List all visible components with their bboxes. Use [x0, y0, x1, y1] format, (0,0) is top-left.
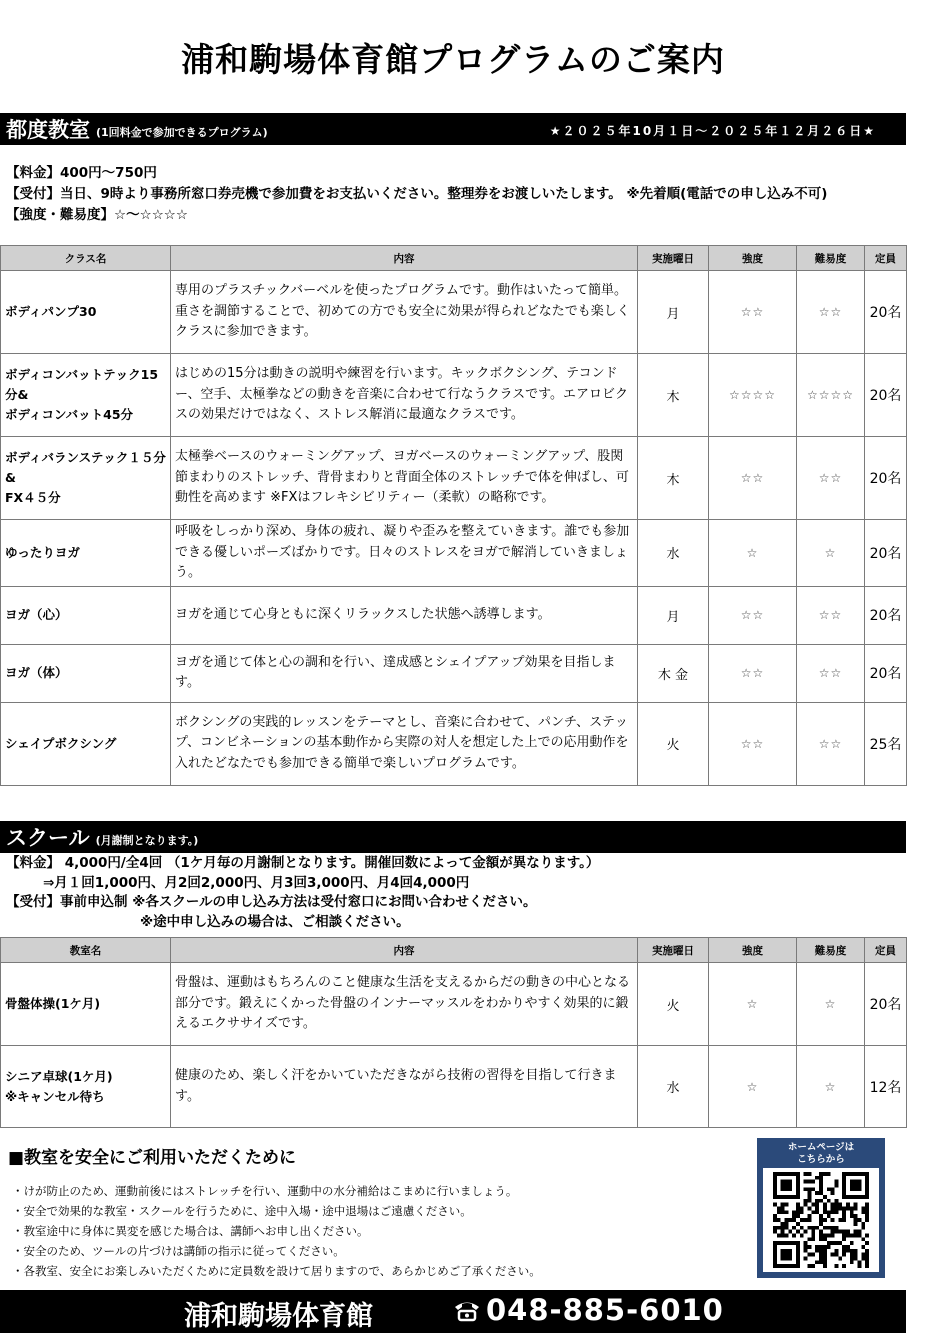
class-capacity: 20名 — [865, 520, 907, 587]
class-name-text: ボディコンバットテック15分& ボディコンバット45分 — [5, 367, 159, 422]
class-name: ボディパンプ30 — [1, 271, 171, 354]
class-capacity: 20名 — [865, 271, 907, 354]
col-class-name: 教室名 — [1, 938, 171, 963]
school-fee-detail: ⇒月１回1,000円、月2回2,000円、月3回3,000円、月4回4,000円 — [43, 874, 470, 891]
class-name-text: ボディバランステック１５分& FX４５分 — [5, 450, 166, 505]
col-day: 実施曜日 — [638, 246, 709, 271]
dropin-period: ★２０２５年10月１日～２０２５年１２月２６日★ — [549, 124, 876, 138]
class-name-text: シニア卓球(1ケ月) ※キャンセル待ち — [5, 1068, 113, 1104]
dropin-subheading: (1回料金で参加できるプログラム) — [96, 126, 268, 139]
class-difficulty: ☆☆ — [797, 586, 865, 644]
dropin-info — [6, 163, 827, 226]
class-day: 木 — [638, 437, 709, 520]
class-day: 水 — [638, 1046, 709, 1128]
dropin-section-bar — [0, 113, 906, 145]
homepage-qr-box[interactable] — [757, 1138, 885, 1278]
school-section-bar — [0, 821, 906, 853]
class-name: ヨガ（心） — [1, 586, 171, 644]
class-intensity: ☆☆ — [709, 271, 797, 354]
class-difficulty: ☆ — [797, 1046, 865, 1128]
class-desc: 呼吸をしっかり深め、身体の疲れ、凝りや歪みを整えていきます。誰でも参加できる優しいポーズばかりです。日々のストレスをヨガで解消していきましょう。 — [171, 520, 638, 587]
school-heading: スクール — [6, 826, 90, 850]
class-day: 月 — [638, 586, 709, 644]
class-intensity: ☆ — [709, 1046, 797, 1128]
class-difficulty: ☆ — [797, 520, 865, 587]
school-table — [0, 937, 907, 1128]
class-desc: ヨガを通じて心身ともに深くリラックスした状態へ誘導します。 — [171, 586, 638, 644]
class-day: 水 — [638, 520, 709, 587]
footer-phone-number: 048-885-6010 — [486, 1293, 724, 1327]
class-desc: はじめの15分は動きの説明や練習を行います。キックボクシング、テコンドー、空手、太極拳などの動きを音楽に合わせて行なうクラスです。エアロビクスの効果だけではなく、ストレス解消に最適なクラスです。 — [171, 354, 638, 437]
class-desc: 専用のプラスチックバーベルを使ったプログラムです。動作はいたって簡単。重さを調節することで、初めての方でも安全に効果が得られどなたでも楽しくクラスに参加できます。 — [171, 271, 638, 354]
class-difficulty: ☆ — [797, 963, 865, 1046]
class-capacity: 20名 — [865, 354, 907, 437]
safety-list — [12, 1181, 541, 1281]
qr-label — [759, 1140, 883, 1168]
school-info — [6, 854, 599, 932]
class-name: ヨガ（体） — [1, 644, 171, 702]
school-subheading: (月謝制となります。) — [95, 834, 199, 847]
school-reception: 【受付】事前申込制 ※各スクールの申し込み方法は受付窓口にお問い合わせください。 — [6, 894, 537, 910]
school-fee: 【料金】 4,000円/全4回 （1ケ月毎の月謝制となります。開催回数によって金額が異なります。） — [6, 855, 600, 871]
class-name: シェイプボクシング — [1, 702, 171, 785]
col-content: 内容 — [171, 246, 638, 271]
table-header-row — [1, 246, 907, 271]
table-row — [1, 963, 907, 1046]
table-row — [1, 437, 907, 520]
table-row — [1, 702, 907, 785]
class-day: 火 — [638, 702, 709, 785]
safety-heading: ■教室を安全にご利用いただくために — [8, 1148, 297, 1168]
class-difficulty: ☆☆☆☆ — [797, 354, 865, 437]
qr-code-icon[interactable] — [773, 1172, 869, 1268]
safety-item: ・安全で効果的な教室・スクールを行うために、途中入場・途中退場はご遠慮ください。 — [12, 1204, 472, 1218]
class-desc: 健康のため、楽しく汗をかいていただきながら技術の習得を目指して行きます。 — [171, 1046, 638, 1128]
class-day: 火 — [638, 963, 709, 1046]
col-difficulty: 難易度 — [797, 938, 865, 963]
class-desc: 骨盤は、運動はもちろんのこと健康な生活を支えるからだの動きの中心となる部分です。鍛えにくかった骨盤のインナーマッスルをわかりやすく効果的に鍛えるエクササイズです。 — [171, 963, 638, 1046]
dropin-reception: 【受付】当日、9時より事務所窓口券売機で参加費をお支払いください。整理券をお渡しいたします。 ※先着順(電話での申し込み不可) — [6, 186, 828, 202]
class-desc: ヨガを通じて体と心の調和を行い、達成感とシェイプアップ効果を目指します。 — [171, 644, 638, 702]
class-intensity: ☆ — [709, 963, 797, 1046]
safety-item: ・各教室、安全にお楽しみいただくために定員数を設けて居りますので、あらかじめご了承ください。 — [12, 1264, 541, 1278]
class-name — [1, 354, 171, 437]
class-intensity: ☆ — [709, 520, 797, 587]
qr-label-text: ホームページは こちらから — [787, 1142, 855, 1165]
telephone-icon — [452, 1298, 482, 1322]
class-day: 月 — [638, 271, 709, 354]
safety-item: ・けが防止のため、運動前後にはストレッチを行い、運動中の水分補給はこまめに行いましょう。 — [12, 1184, 518, 1198]
class-capacity: 25名 — [865, 702, 907, 785]
col-day: 実施曜日 — [638, 938, 709, 963]
class-intensity: ☆☆ — [709, 702, 797, 785]
class-intensity: ☆☆ — [709, 586, 797, 644]
class-name — [1, 1046, 171, 1128]
safety-item: ・安全のため、ツールの片づけは講師の指示に従ってください。 — [12, 1244, 345, 1258]
class-intensity: ☆☆☆☆ — [709, 354, 797, 437]
class-name — [1, 437, 171, 520]
col-intensity: 強度 — [709, 246, 797, 271]
safety-item: ・教室途中に身体に異変を感じた場合は、講師へお申し出ください。 — [12, 1224, 369, 1238]
table-row — [1, 354, 907, 437]
class-name: ゆったりヨガ — [1, 520, 171, 587]
table-row — [1, 271, 907, 354]
class-difficulty: ☆☆ — [797, 702, 865, 785]
table-row — [1, 644, 907, 702]
table-row — [1, 1046, 907, 1128]
class-desc: ボクシングの実践的レッスンをテーマとし、音楽に合わせて、パンチ、ステップ、コンビネーションの基本動作から実際の対人を想定した上での応用動作を入れたどなたでも参加できる簡単で楽しいプログラムです。 — [171, 702, 638, 785]
footer-bar — [0, 1290, 906, 1333]
col-intensity: 強度 — [709, 938, 797, 963]
table-header-row — [1, 938, 907, 963]
class-capacity: 12名 — [865, 1046, 907, 1128]
class-day: 木 — [638, 354, 709, 437]
class-desc: 太極拳ベースのウォーミングアップ、ヨガベースのウォーミングアップ、股関節まわりのストレッチ、背骨まわりと背面全体のストレッチで体を伸ばし、可動性を高めます ※FXはフレキシビリティー（柔軟）の略称です。 — [171, 437, 638, 520]
class-capacity: 20名 — [865, 963, 907, 1046]
page-title: 浦和駒場体育館プログラムのご案内 — [181, 40, 725, 79]
footer-facility-name: 浦和駒場体育館 — [184, 1301, 373, 1332]
table-row — [1, 586, 907, 644]
col-capacity: 定員 — [865, 246, 907, 271]
class-name: 骨盤体操(1ケ月) — [1, 963, 171, 1046]
class-capacity: 20名 — [865, 644, 907, 702]
footer-phone[interactable] — [452, 1293, 724, 1327]
col-difficulty: 難易度 — [797, 246, 865, 271]
qr-code-area — [763, 1168, 879, 1272]
class-difficulty: ☆☆ — [797, 437, 865, 520]
dropin-table — [0, 245, 907, 786]
col-capacity: 定員 — [865, 938, 907, 963]
class-capacity: 20名 — [865, 437, 907, 520]
class-difficulty: ☆☆ — [797, 644, 865, 702]
class-difficulty: ☆☆ — [797, 271, 865, 354]
school-midway-note: ※途中申し込みの場合は、ご相談ください。 — [140, 913, 410, 930]
class-capacity: 20名 — [865, 586, 907, 644]
col-content: 内容 — [171, 938, 638, 963]
table-row — [1, 520, 907, 587]
dropin-heading: 都度教室 — [6, 118, 90, 142]
col-class-name: クラス名 — [1, 246, 171, 271]
class-intensity: ☆☆ — [709, 644, 797, 702]
class-day: 木 金 — [638, 644, 709, 702]
dropin-fee: 【料金】400円～750円 — [6, 165, 157, 181]
dropin-intensity-range: 【強度・難易度】☆～☆☆☆☆ — [6, 207, 189, 223]
class-intensity: ☆☆ — [709, 437, 797, 520]
